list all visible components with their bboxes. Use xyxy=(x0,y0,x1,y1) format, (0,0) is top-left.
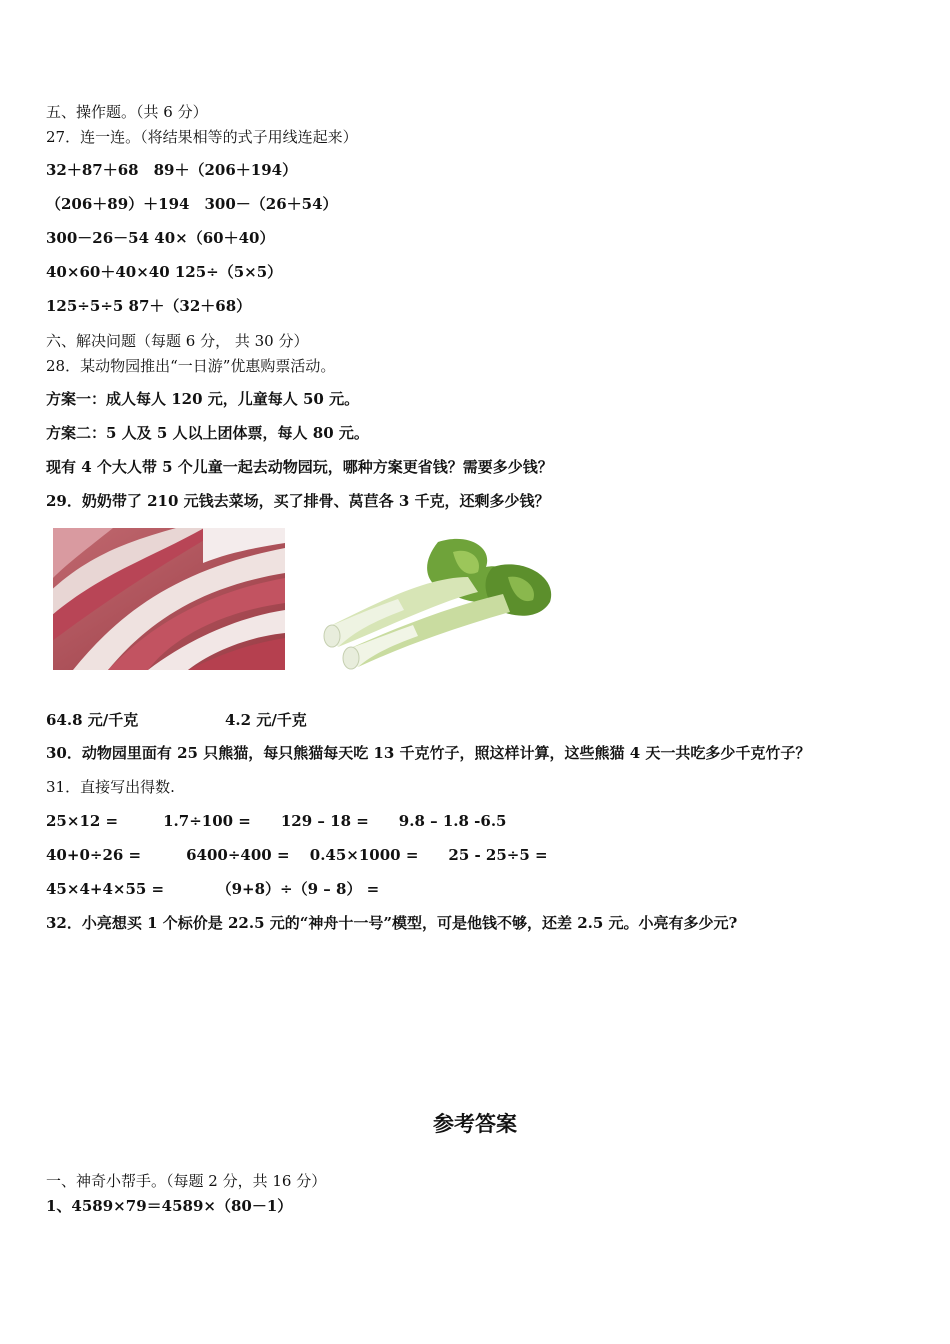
answers-title: 参考答案 xyxy=(433,1112,517,1136)
q31-title: 31．直接写出得数. xyxy=(46,778,175,796)
q31-row-1: 25×12 = 1.7÷100 = 129 – 18 = 9.8 – 1.8 -6.5 xyxy=(46,812,507,830)
q31-row-2: 40+0÷26 = 6400÷400 = 0.45×1000 = 25 - 25÷5 = xyxy=(46,846,548,864)
q28-question: 现有 4 个大人带 5 个儿童一起去动物园玩，哪种方案更省钱？需要多少钱？ xyxy=(46,458,553,476)
q28-plan1: 方案一：成人每人 120 元，儿童每人 50 元。 xyxy=(46,390,360,408)
section-five-heading: 五、操作题。（共 6 分） xyxy=(46,103,208,121)
q28-plan2: 方案二：5 人及 5 人以上团体票，每人 80 元。 xyxy=(46,424,369,442)
q32-text: 32．小亮想买 1 个标价是 22.5 元的“神舟十一号”模型，可是他钱不够，还差 2.5 元。小亮有多少元? xyxy=(46,914,738,932)
ribs-image xyxy=(53,528,285,670)
q27-row-5: 125÷5÷5 87＋（32＋68） xyxy=(46,297,252,315)
q30-text: 30．动物园里面有 25 只熊猫，每只熊猫每天吃 13 千克竹子，照这样计算，这些熊猫 4 天一共吃多少千克竹子？ xyxy=(46,744,811,762)
q27-row-2: （206＋89）＋194 300－（26＋54） xyxy=(46,195,338,213)
section-one-heading: 一、神奇小帮手。（每题 2 分，共 16 分） xyxy=(46,1172,327,1190)
q27-row-3: 300－26－54 40×（60＋40） xyxy=(46,229,275,247)
price-ribs: 64.8 元/千克 xyxy=(46,711,139,729)
q28-title: 28．某动物园推出“一日游”优惠购票活动。 xyxy=(46,357,336,375)
answer-1: 1、4589×79＝4589×（80－1） xyxy=(46,1197,293,1215)
celtuce-image xyxy=(318,532,563,674)
price-celtuce: 4.2 元/千克 xyxy=(225,711,307,729)
q31-row-3: 45×4+4×55 = （9+8）÷（9 – 8） = xyxy=(46,880,380,898)
q29-title: 29．奶奶带了 210 元钱去菜场，买了排骨、莴苣各 3 千克，还剩多少钱？ xyxy=(46,492,550,510)
q27-title: 27．连一连。（将结果相等的式子用线连起来） xyxy=(46,128,358,146)
q27-row-4: 40×60＋40×40 125÷（5×5） xyxy=(46,263,283,281)
section-six-heading: 六、解决问题（每题 6 分， 共 30 分） xyxy=(46,332,309,350)
q27-row-1: 32＋87＋68 89＋（206＋194） xyxy=(46,161,298,179)
